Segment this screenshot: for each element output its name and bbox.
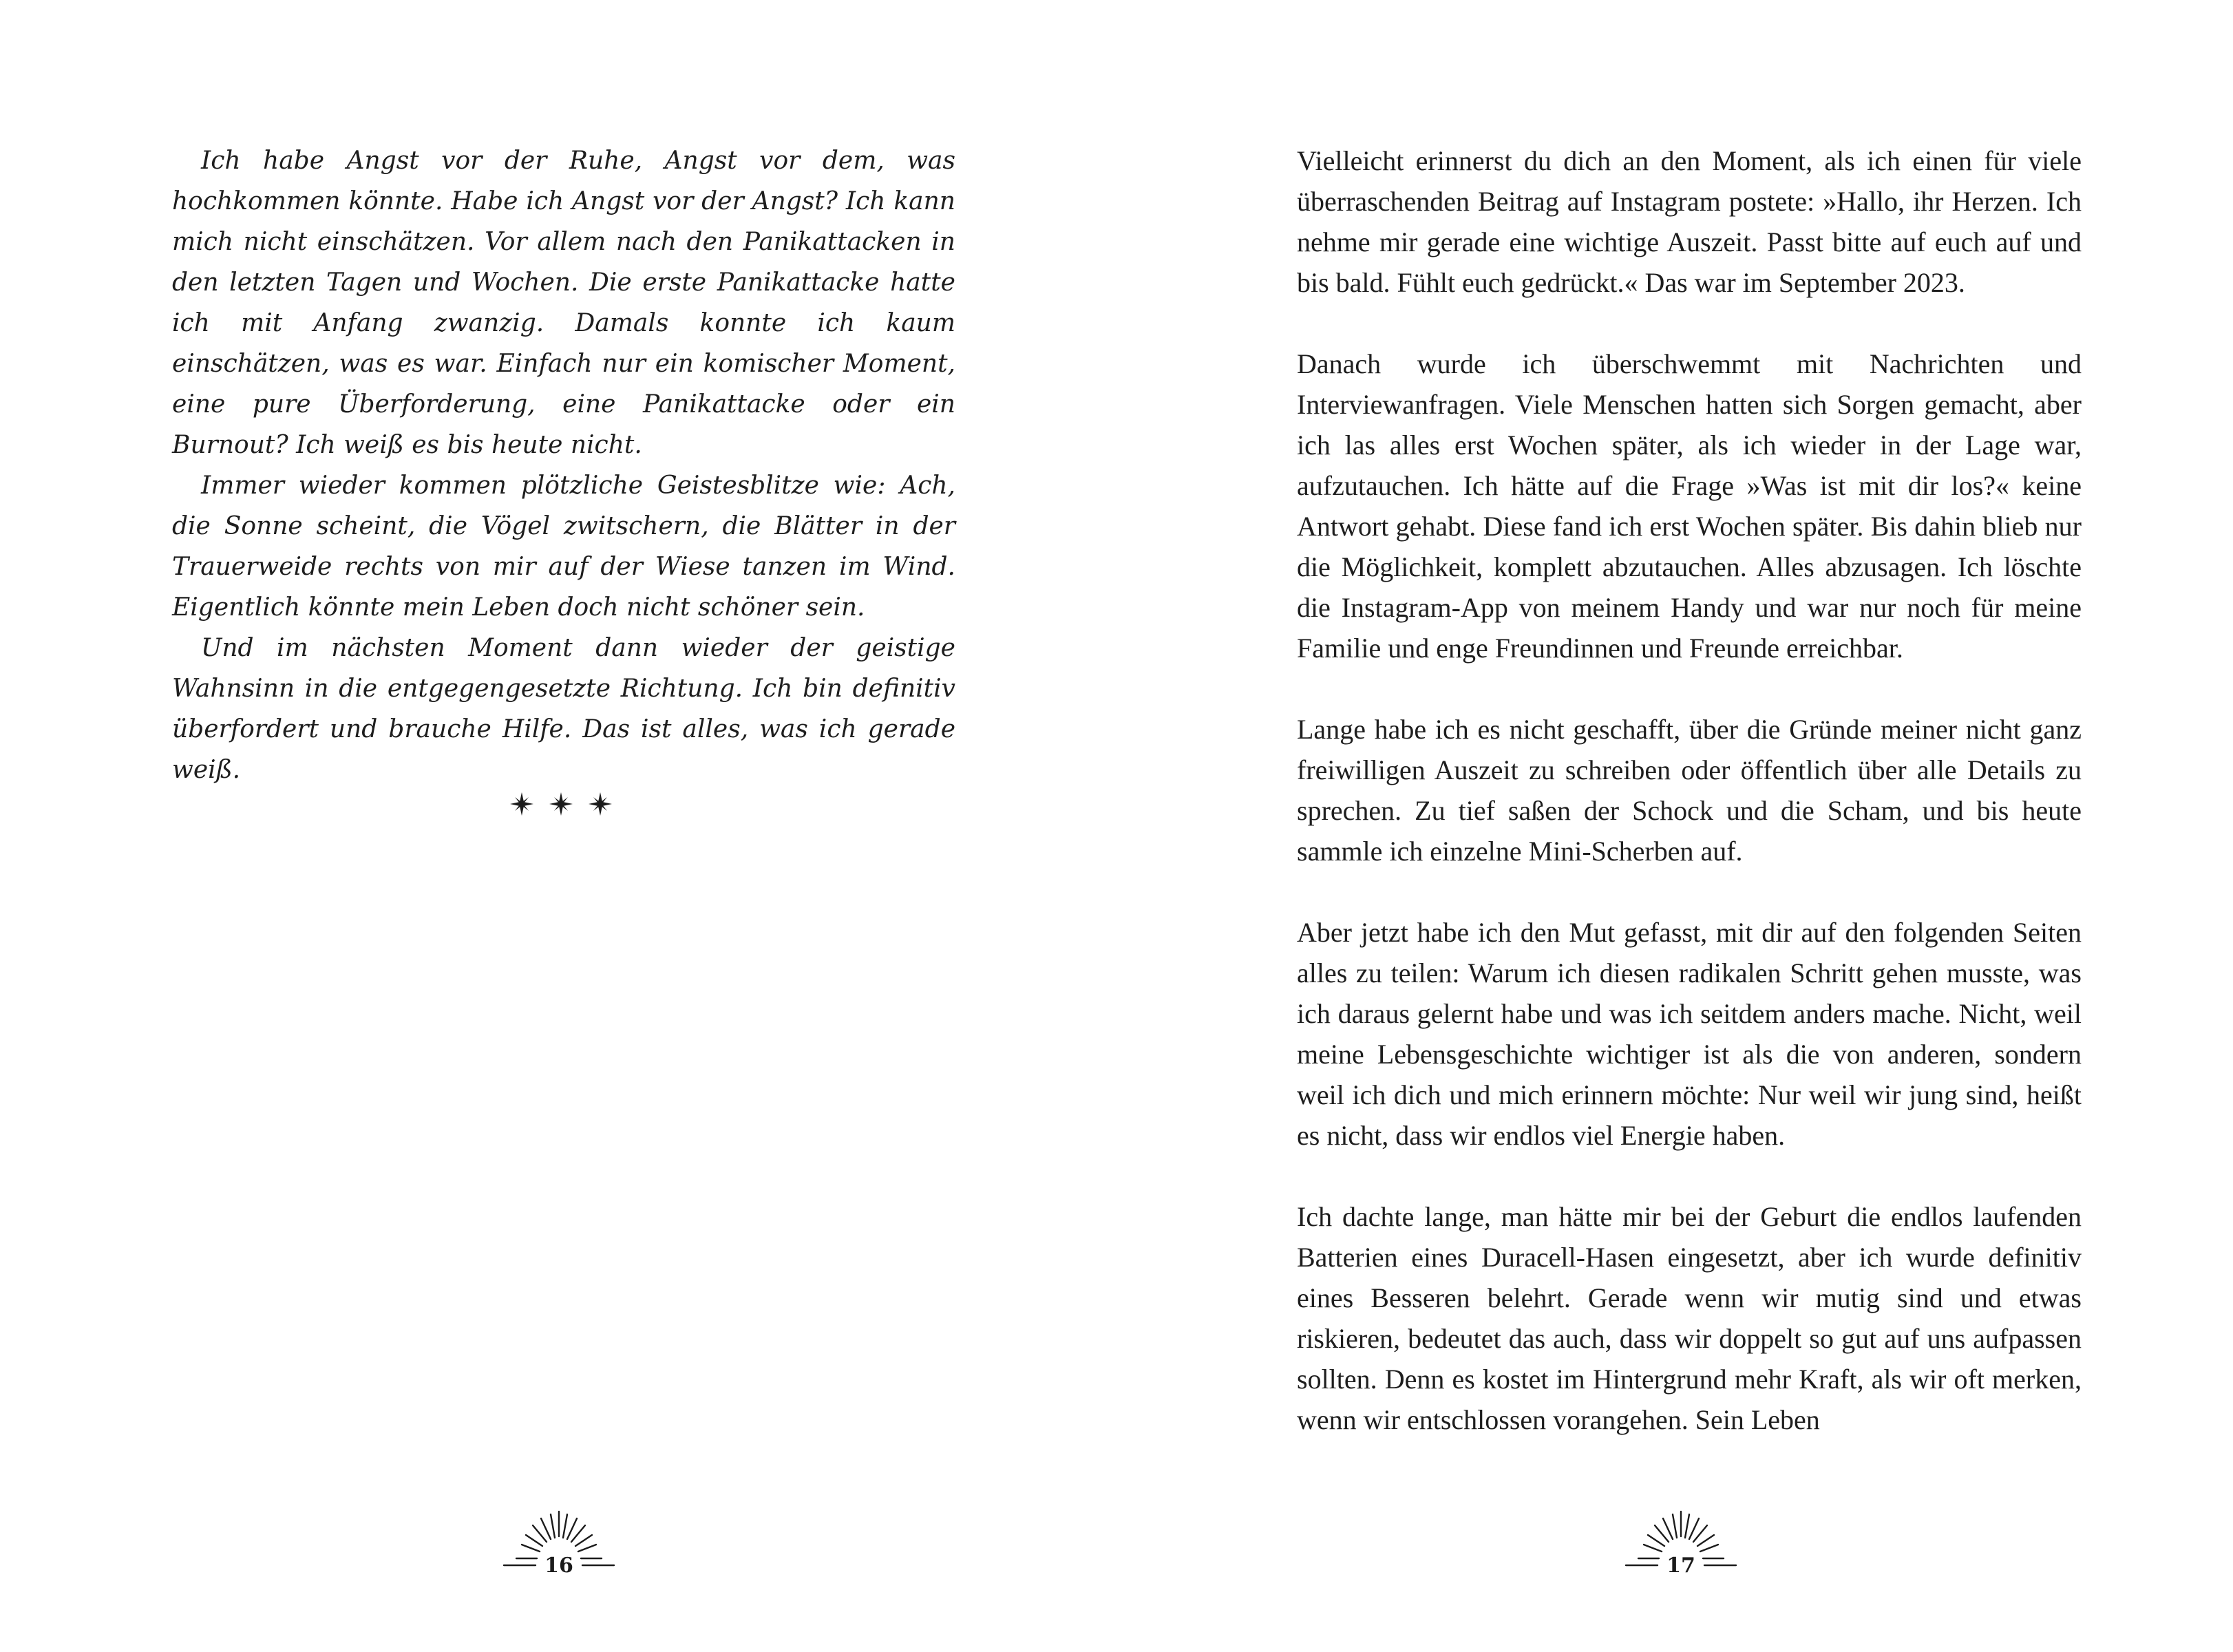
paragraph: Immer wieder kommen plötzliche Geistesblitze wie: Ach, die Sonne scheint, die Vögel zwitschern, die Blätter in der Trauerweide rechts von mir auf der Wiese tanzen im Wind. Eigentlich könnte mein Leben doch nicht schöner sein.	[172, 472, 955, 622]
paragraph: Vielleicht erinnerst du dich an den Moment, als ich einen für viele überraschenden Beitrag auf Instagram postete: »Hallo, ihr Herzen. Ich nehme mir gerade eine wichtige Auszeit. Passt bitte auf euch auf und bis bald. Fühlt euch gedrückt.« Das war im September 2023.	[1297, 145, 2082, 298]
page-number-footer	[1619, 1506, 1743, 1582]
star-icon	[509, 792, 534, 816]
paragraph: Ich habe Angst vor der Ruhe, Angst vor dem, was hochkommen könnte. Habe ich Angst vor der Angst? Ich kann mich nicht einschätzen. Vor allem nach den Panikattacken in den letzten Tagen und Wochen. Die erste Panikattacke hatte ich mit Anfang zwanzig. Damals konnte ich kaum einschätzen, was es war. Einfach nur ein komischer Moment, eine pure Überforderung, eine Panikattacke oder ein Burnout? Ich weiß es bis heute nicht.	[172, 147, 955, 459]
page-number-footer	[497, 1506, 621, 1582]
star-icon	[588, 792, 613, 816]
right-page	[1116, 0, 2233, 1652]
paragraph: Aber jetzt habe ich den Mut gefasst, mit dir auf den folgenden Seiten alles zu teilen: Warum ich diesen radikalen Schritt gehen musste, was ich daraus gelernt habe und was ich seitdem anders mache. Nicht, weil meine Lebensgeschichte wichtiger ist als die von anderen, sondern weil ich dich und mich erinnern möchte: Nur weil wir jung sind, heißt es nicht, dass wir endlos viel Energie haben.	[1297, 917, 2082, 1151]
page-number: 17	[1666, 1554, 1695, 1578]
right-page-body	[1297, 140, 2082, 1440]
left-page-body	[172, 140, 955, 790]
left-page	[0, 0, 1116, 1652]
paragraph: Und im nächsten Moment dann wieder der geistige Wahnsinn in die entgegengesetzte Richtung. Ich bin definitiv überfordert und brauche Hilfe. Das ist alles, was ich gerade weiß.	[172, 634, 955, 784]
page-number: 16	[544, 1554, 573, 1578]
paragraph: Lange habe ich es nicht geschafft, über die Gründe meiner nicht ganz freiwilligen Auszeit zu schreiben oder öffentlich über alle Details zu sprechen. Zu tief saßen der Schock und die Scham, und bis heute sammle ich einzelne Mini-Scherben auf.	[1297, 714, 2082, 867]
paragraph: Danach wurde ich überschwemmt mit Nachrichten und Interviewanfragen. Viele Menschen hatten sich Sorgen gemacht, aber ich las alles erst Wochen später, als ich wieder in der Lage war, aufzutauchen. Ich hätte auf die Frage »Was ist mit dir los?« keine Antwort gehabt. Diese fand ich erst Wochen später. Bis dahin blieb nur die Möglichkeit, komplett abzutauchen. Alles abzusagen. Ich löschte die Instagram-App von meinem Handy und war nur noch für meine Familie und enge Freundinnen und Freunde erreichbar.	[1297, 348, 2082, 664]
star-icon	[549, 792, 573, 816]
paragraph: Ich dachte lange, man hätte mir bei der Geburt die endlos laufenden Batterien eines Duracell-Hasen eingesetzt, aber ich wurde definitiv eines Besseren belehrt. Gerade wenn wir mutig sind und etwas riskieren, bedeutet das auch, dass wir doppelt so gut auf uns aufpassen sollten. Denn es kostet im Hintergrund mehr Kraft, als wir oft merken, wenn wir entschlossen vorangehen. Sein Leben	[1297, 1201, 2082, 1435]
section-break-stars	[509, 792, 613, 816]
